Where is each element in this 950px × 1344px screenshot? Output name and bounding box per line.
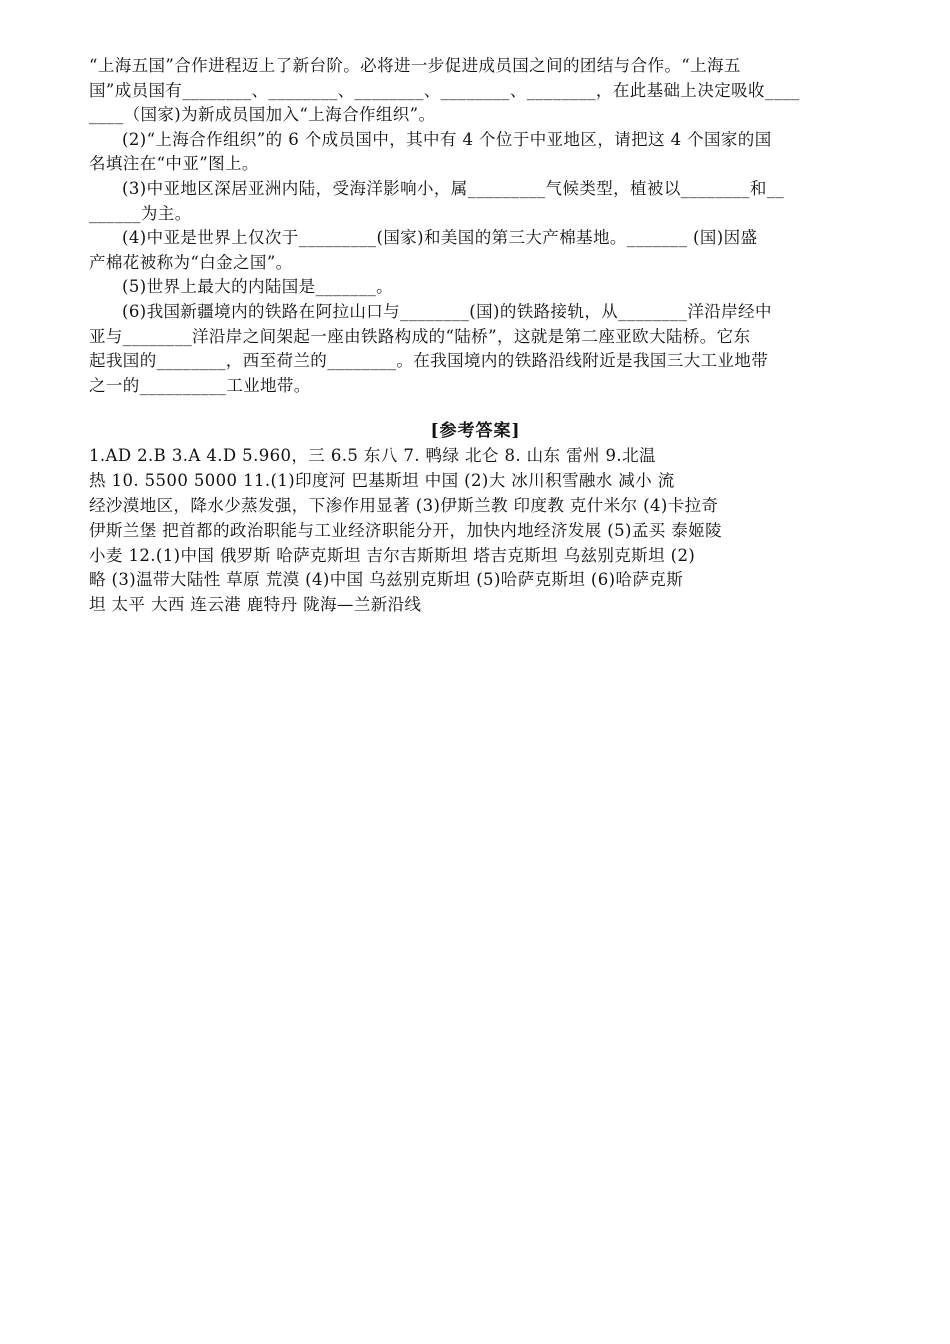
question-line: “上海五国”合作进程迈上了新台阶。必将进一步促进成员国之间的团结与合作。“上海五	[89, 56, 741, 75]
answer-line: 经沙漠地区，降水少蒸发强，下渗作用显著 (3)伊斯兰教 印度教 克什米尔 (4)卡拉奇	[89, 495, 719, 515]
question-line: ______为主。	[89, 203, 192, 223]
answer-line: 略 (3)温带大陆性 草原 荒漠 (4)中国 乌兹别克斯坦 (5)哈萨克斯坦 (6)哈萨克斯	[89, 570, 684, 590]
answer-heading: [参考答案]	[430, 421, 521, 442]
question-line: (3)中亚地区深居亚洲内陆，受海洋影响小，属_________气候类型，植被以________和__	[122, 178, 785, 198]
question-line: 起我国的________，西至荷兰的________。在我国境内的铁路沿线附近是我国三大工业地带	[89, 351, 769, 371]
question-line: 亚与________洋沿岸之间架起一座由铁路构成的“陆桥”，这就是第二座亚欧大陆桥。它东	[89, 326, 751, 346]
question-line: (4)中亚是世界上仅次于_________(国家)和美国的第三大产棉基地。_______ (国)因盛	[122, 228, 758, 248]
answer-line: 坦 太平 大西 连云港 鹿特丹 陇海—兰新沿线	[89, 595, 422, 615]
question-line: (5)世界上最大的内陆国是_______。	[122, 277, 394, 297]
document-page	[89, 54, 862, 618]
question-section	[89, 54, 862, 398]
answer-line: 小麦 12.(1)中国 俄罗斯 哈萨克斯坦 吉尔吉斯斯坦 塔吉克斯坦 乌兹别克斯坦 (2)	[89, 545, 696, 565]
answer-line: 热 10. 5500 5000 11.(1)印度河 巴基斯坦 中国 (2)大 冰川积雪融水 减小 流	[89, 471, 675, 491]
question-line: 之一的__________工业地带。	[89, 375, 311, 395]
answer-line: 1.AD 2.B 3.A 4.D 5.960，三 6.5 东八 7. 鸭绿 北仑 8. 山东 雷州 9.北温	[89, 446, 656, 466]
question-line: 产棉花被称为“白金之国”。	[89, 252, 293, 272]
answer-section	[89, 444, 862, 618]
question-line: (6)我国新疆境内的铁路在阿拉山口与________(国)的铁路接轨，从________洋沿岸经中	[122, 301, 772, 321]
question-line: 国”成员国有________、________、________、________、________，在此基础上决定吸收____	[89, 80, 800, 100]
question-line: 名填注在“中亚”图上。	[89, 154, 259, 174]
question-line: ____（国家)为新成员国加入“上海合作组织”。	[89, 105, 436, 125]
answer-line: 伊斯兰堡 把首都的政治职能与工业经济职能分开，加快内地经济发展 (5)孟买 泰姬陵	[89, 520, 723, 540]
question-line: (2)“上海合作组织”的 6 个成员国中，其中有 4 个位于中亚地区，请把这 4 个国家的国	[122, 129, 772, 149]
